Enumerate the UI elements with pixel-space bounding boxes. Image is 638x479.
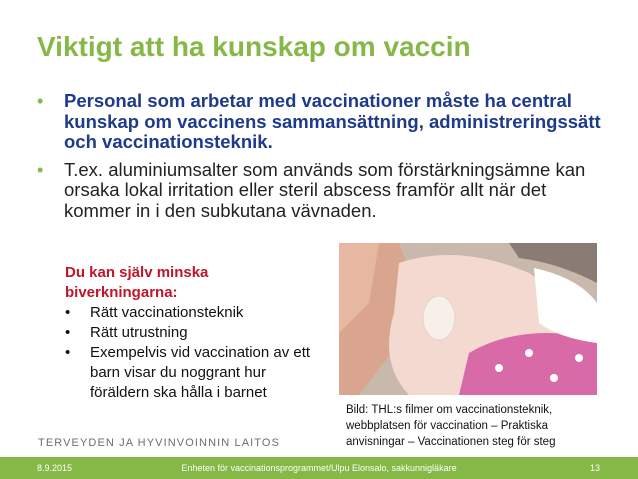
bullet-icon: • — [37, 91, 44, 111]
tips-heading-line: biverkningarna: — [65, 284, 178, 301]
page-number: 13 — [589, 463, 600, 473]
bullet-icon: • — [37, 159, 44, 180]
footer-date: 8.9.2015 — [37, 463, 73, 473]
footer-bar — [0, 457, 638, 479]
tips-block — [65, 263, 335, 403]
vaccination-photo — [339, 243, 597, 395]
tips-item — [65, 323, 335, 343]
bullet-text: T.ex. aluminiumsalter som används som förstärkningsämne kan orsaka lokal irritation eller steril abscess framför allt när det kommer in i den subkutana vävnaden. — [64, 158, 586, 221]
footer-presenter: Enheten för vaccinationsprogrammet/Ulpu Elonsalo, sakkunnigläkare — [181, 463, 457, 473]
main-bullet-list — [37, 91, 617, 228]
tips-item — [65, 343, 320, 403]
tips-heading-line: Du kan själv minska — [65, 264, 209, 281]
tips-list — [65, 303, 335, 403]
bullet-item — [37, 160, 617, 222]
bullet-icon: • — [65, 344, 71, 361]
vaccination-photo-image — [339, 243, 597, 395]
photo-caption: Bild: THL:s filmer om vaccinationsteknik, webbplatsen för vaccination – Praktiska anvisningar – Vaccinationen steg för steg — [346, 404, 556, 448]
bullet-icon: • — [65, 324, 71, 341]
institute-logo-text: TERVEYDEN JA HYVINVOINNIN LAITOS — [38, 437, 281, 449]
tips-item-text: Rätt utrustning — [90, 324, 188, 341]
tips-item-text: Rätt vaccinationsteknik — [90, 304, 244, 321]
tips-item-text: Exempelvis vid vaccination av ett barn visar du noggrant hur föräldern ska hålla i barnet — [90, 344, 311, 401]
slide-title: Viktigt att ha kunskap om vaccin — [37, 31, 471, 62]
tips-heading — [65, 263, 335, 303]
bullet-item — [37, 91, 617, 153]
bullet-text: Personal som arbetar med vaccinationer måste ha central kunskap om vaccinens sammansättning, administreringssätt och vaccinationsteknik. — [64, 90, 601, 152]
tips-item — [65, 303, 335, 323]
bullet-icon: • — [65, 304, 71, 321]
